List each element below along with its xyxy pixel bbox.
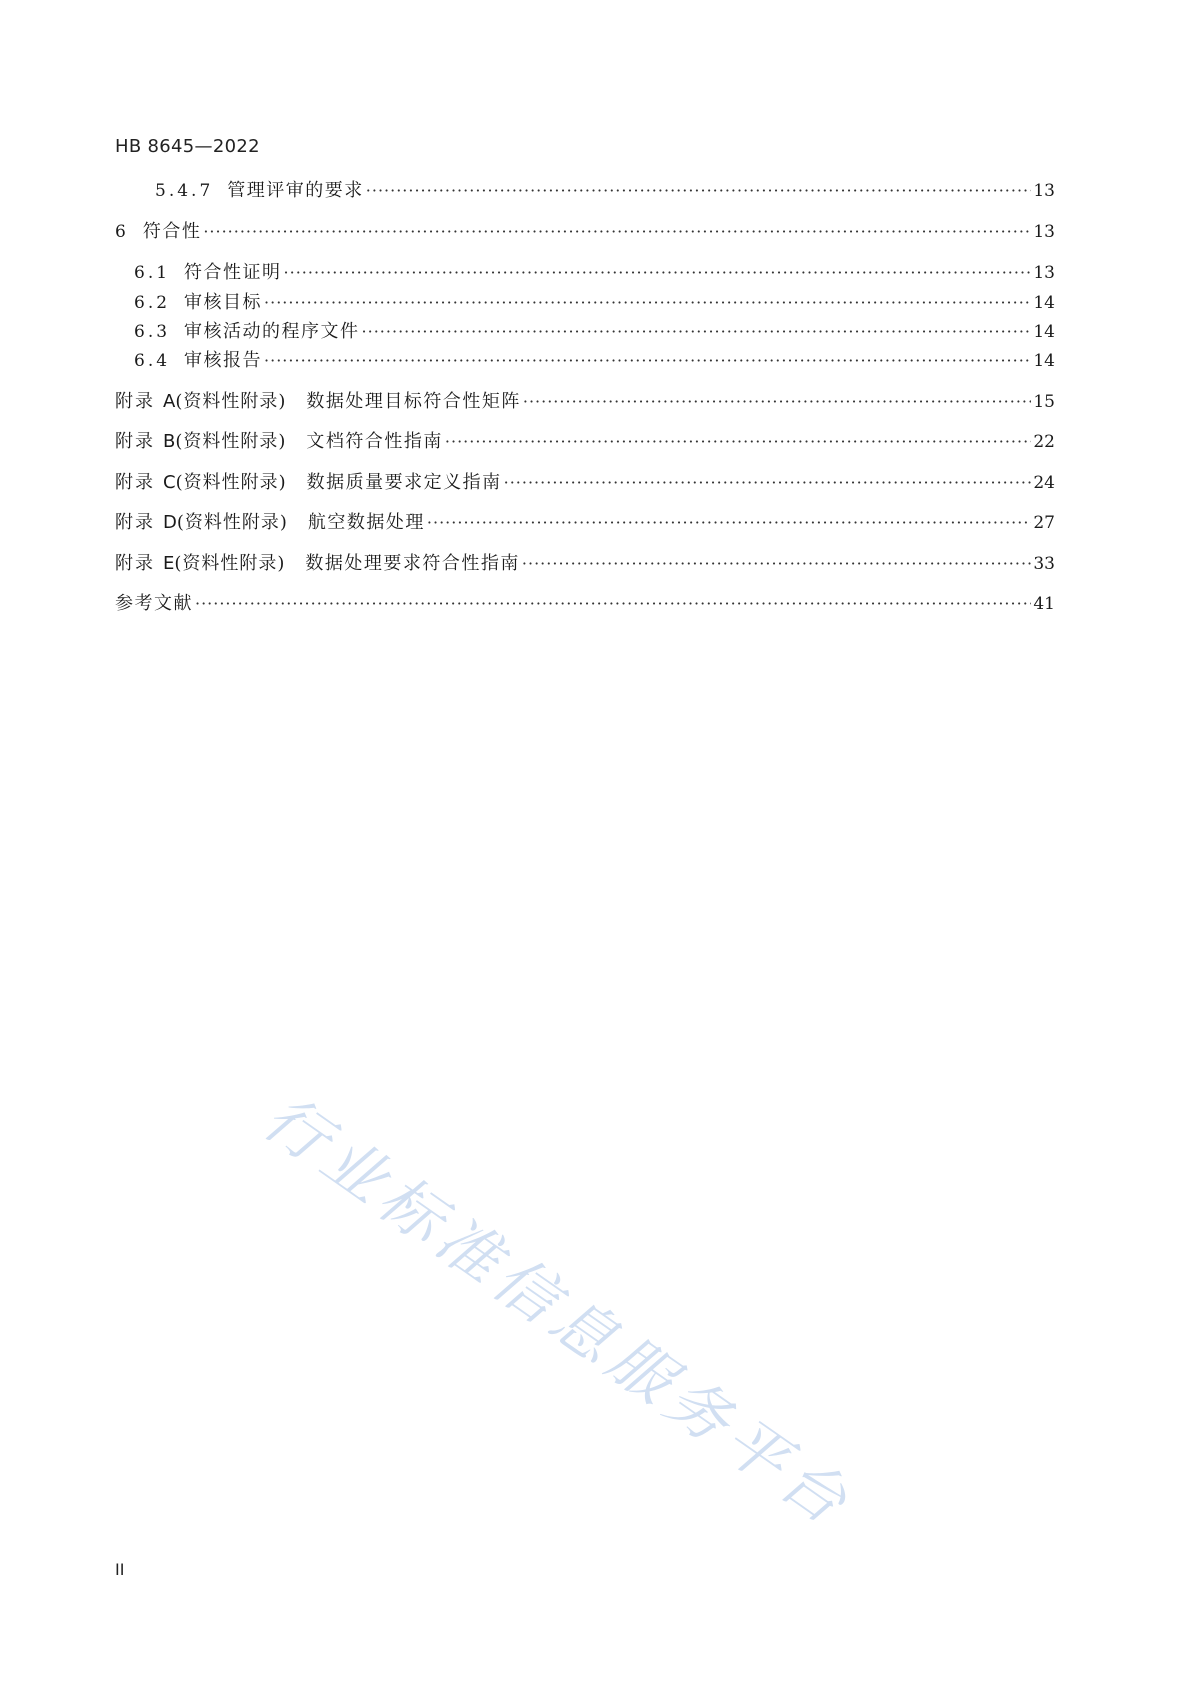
annex-letter: B bbox=[163, 431, 176, 452]
toc-entry-title: 审核报告 bbox=[184, 350, 263, 371]
toc-entry-number: 6 bbox=[115, 222, 129, 242]
toc-entry-page: 14 bbox=[1033, 351, 1055, 371]
annex-letter: D bbox=[163, 512, 177, 533]
toc-entry-title: 数据处理目标符合性矩阵 bbox=[306, 391, 521, 412]
toc-entry-6-4[interactable] bbox=[115, 348, 1055, 374]
toc-entry-number: 6.1 bbox=[134, 263, 171, 283]
toc-entry-title: 数据质量要求定义指南 bbox=[306, 472, 502, 493]
annex-label: 附录 bbox=[115, 512, 155, 533]
page-number: II bbox=[115, 1560, 125, 1579]
toc-entry-number: 6.2 bbox=[134, 293, 171, 313]
toc-entry-6-2[interactable] bbox=[115, 290, 1055, 316]
annex-type: (资料性附录) bbox=[175, 391, 287, 412]
toc-entry-number: 5.4.7 bbox=[155, 181, 214, 201]
toc-entry-page: 27 bbox=[1033, 513, 1055, 533]
toc-entry-page: 33 bbox=[1033, 554, 1055, 574]
toc-entry-title: 数据处理要求符合性指南 bbox=[305, 553, 520, 574]
toc-entry-page: 22 bbox=[1033, 432, 1055, 452]
toc-entry-page: 13 bbox=[1033, 263, 1055, 283]
annex-letter: C bbox=[163, 472, 176, 493]
annex-label: 附录 bbox=[115, 553, 155, 574]
toc-entry-references[interactable] bbox=[115, 591, 1055, 617]
annex-label: 附录 bbox=[115, 391, 155, 412]
toc-dot-leader bbox=[203, 219, 1031, 245]
toc-entry-page: 24 bbox=[1033, 473, 1055, 493]
annex-letter: E bbox=[163, 553, 175, 574]
toc-dot-leader bbox=[284, 260, 1032, 286]
toc-dot-leader bbox=[362, 319, 1032, 345]
toc-entry-6[interactable] bbox=[115, 219, 1055, 245]
toc-entry-title: 审核活动的程序文件 bbox=[184, 321, 360, 342]
toc-entry-number: 6.4 bbox=[134, 351, 171, 371]
toc-dot-leader bbox=[504, 470, 1032, 496]
toc-entry-page: 13 bbox=[1033, 222, 1055, 242]
toc-dot-leader bbox=[522, 551, 1031, 577]
toc-entry-title: 文档符合性指南 bbox=[306, 431, 443, 452]
toc-entry-annex-e[interactable] bbox=[115, 551, 1055, 577]
toc-entry-annex-c[interactable] bbox=[115, 470, 1055, 496]
toc-entry-title: 符合性证明 bbox=[184, 262, 282, 283]
toc-dot-leader bbox=[427, 510, 1031, 536]
toc-entry-6-1[interactable] bbox=[115, 260, 1055, 286]
toc-entry-6-3[interactable] bbox=[115, 319, 1055, 345]
toc-dot-leader bbox=[264, 290, 1031, 316]
annex-type: (资料性附录) bbox=[175, 431, 287, 452]
toc-entry-page: 14 bbox=[1033, 293, 1055, 313]
table-of-contents bbox=[0, 0, 1190, 700]
annex-label: 附录 bbox=[115, 431, 155, 452]
document-code: HB 8645—2022 bbox=[115, 136, 260, 157]
annex-type: (资料性附录) bbox=[176, 512, 288, 533]
toc-entry-title: 符合性 bbox=[142, 221, 202, 242]
toc-entry-title: 航空数据处理 bbox=[307, 512, 425, 533]
toc-entry-5-4-7[interactable] bbox=[115, 178, 1055, 204]
toc-dot-leader bbox=[366, 178, 1032, 204]
watermark: 行业标准信息服务平台 bbox=[250, 1080, 866, 1542]
toc-entry-annex-d[interactable] bbox=[115, 510, 1055, 536]
toc-entry-number: 6.3 bbox=[134, 322, 171, 342]
toc-entry-annex-a[interactable] bbox=[115, 389, 1055, 415]
toc-entry-page: 15 bbox=[1033, 392, 1055, 412]
toc-dot-leader bbox=[523, 389, 1031, 415]
toc-dot-leader bbox=[264, 348, 1031, 374]
annex-label: 附录 bbox=[115, 472, 155, 493]
toc-dot-leader bbox=[195, 591, 1031, 617]
toc-entry-page: 13 bbox=[1033, 181, 1055, 201]
toc-entry-page: 41 bbox=[1033, 594, 1055, 614]
annex-type: (资料性附录) bbox=[175, 472, 287, 493]
annex-type: (资料性附录) bbox=[174, 553, 286, 574]
toc-entry-title: 管理评审的要求 bbox=[227, 180, 364, 201]
toc-dot-leader bbox=[445, 429, 1031, 455]
toc-entry-page: 14 bbox=[1033, 322, 1055, 342]
annex-letter: A bbox=[163, 391, 176, 412]
toc-entry-annex-b[interactable] bbox=[115, 429, 1055, 455]
toc-entry-title: 参考文献 bbox=[115, 593, 193, 614]
toc-entry-title: 审核目标 bbox=[184, 292, 263, 313]
